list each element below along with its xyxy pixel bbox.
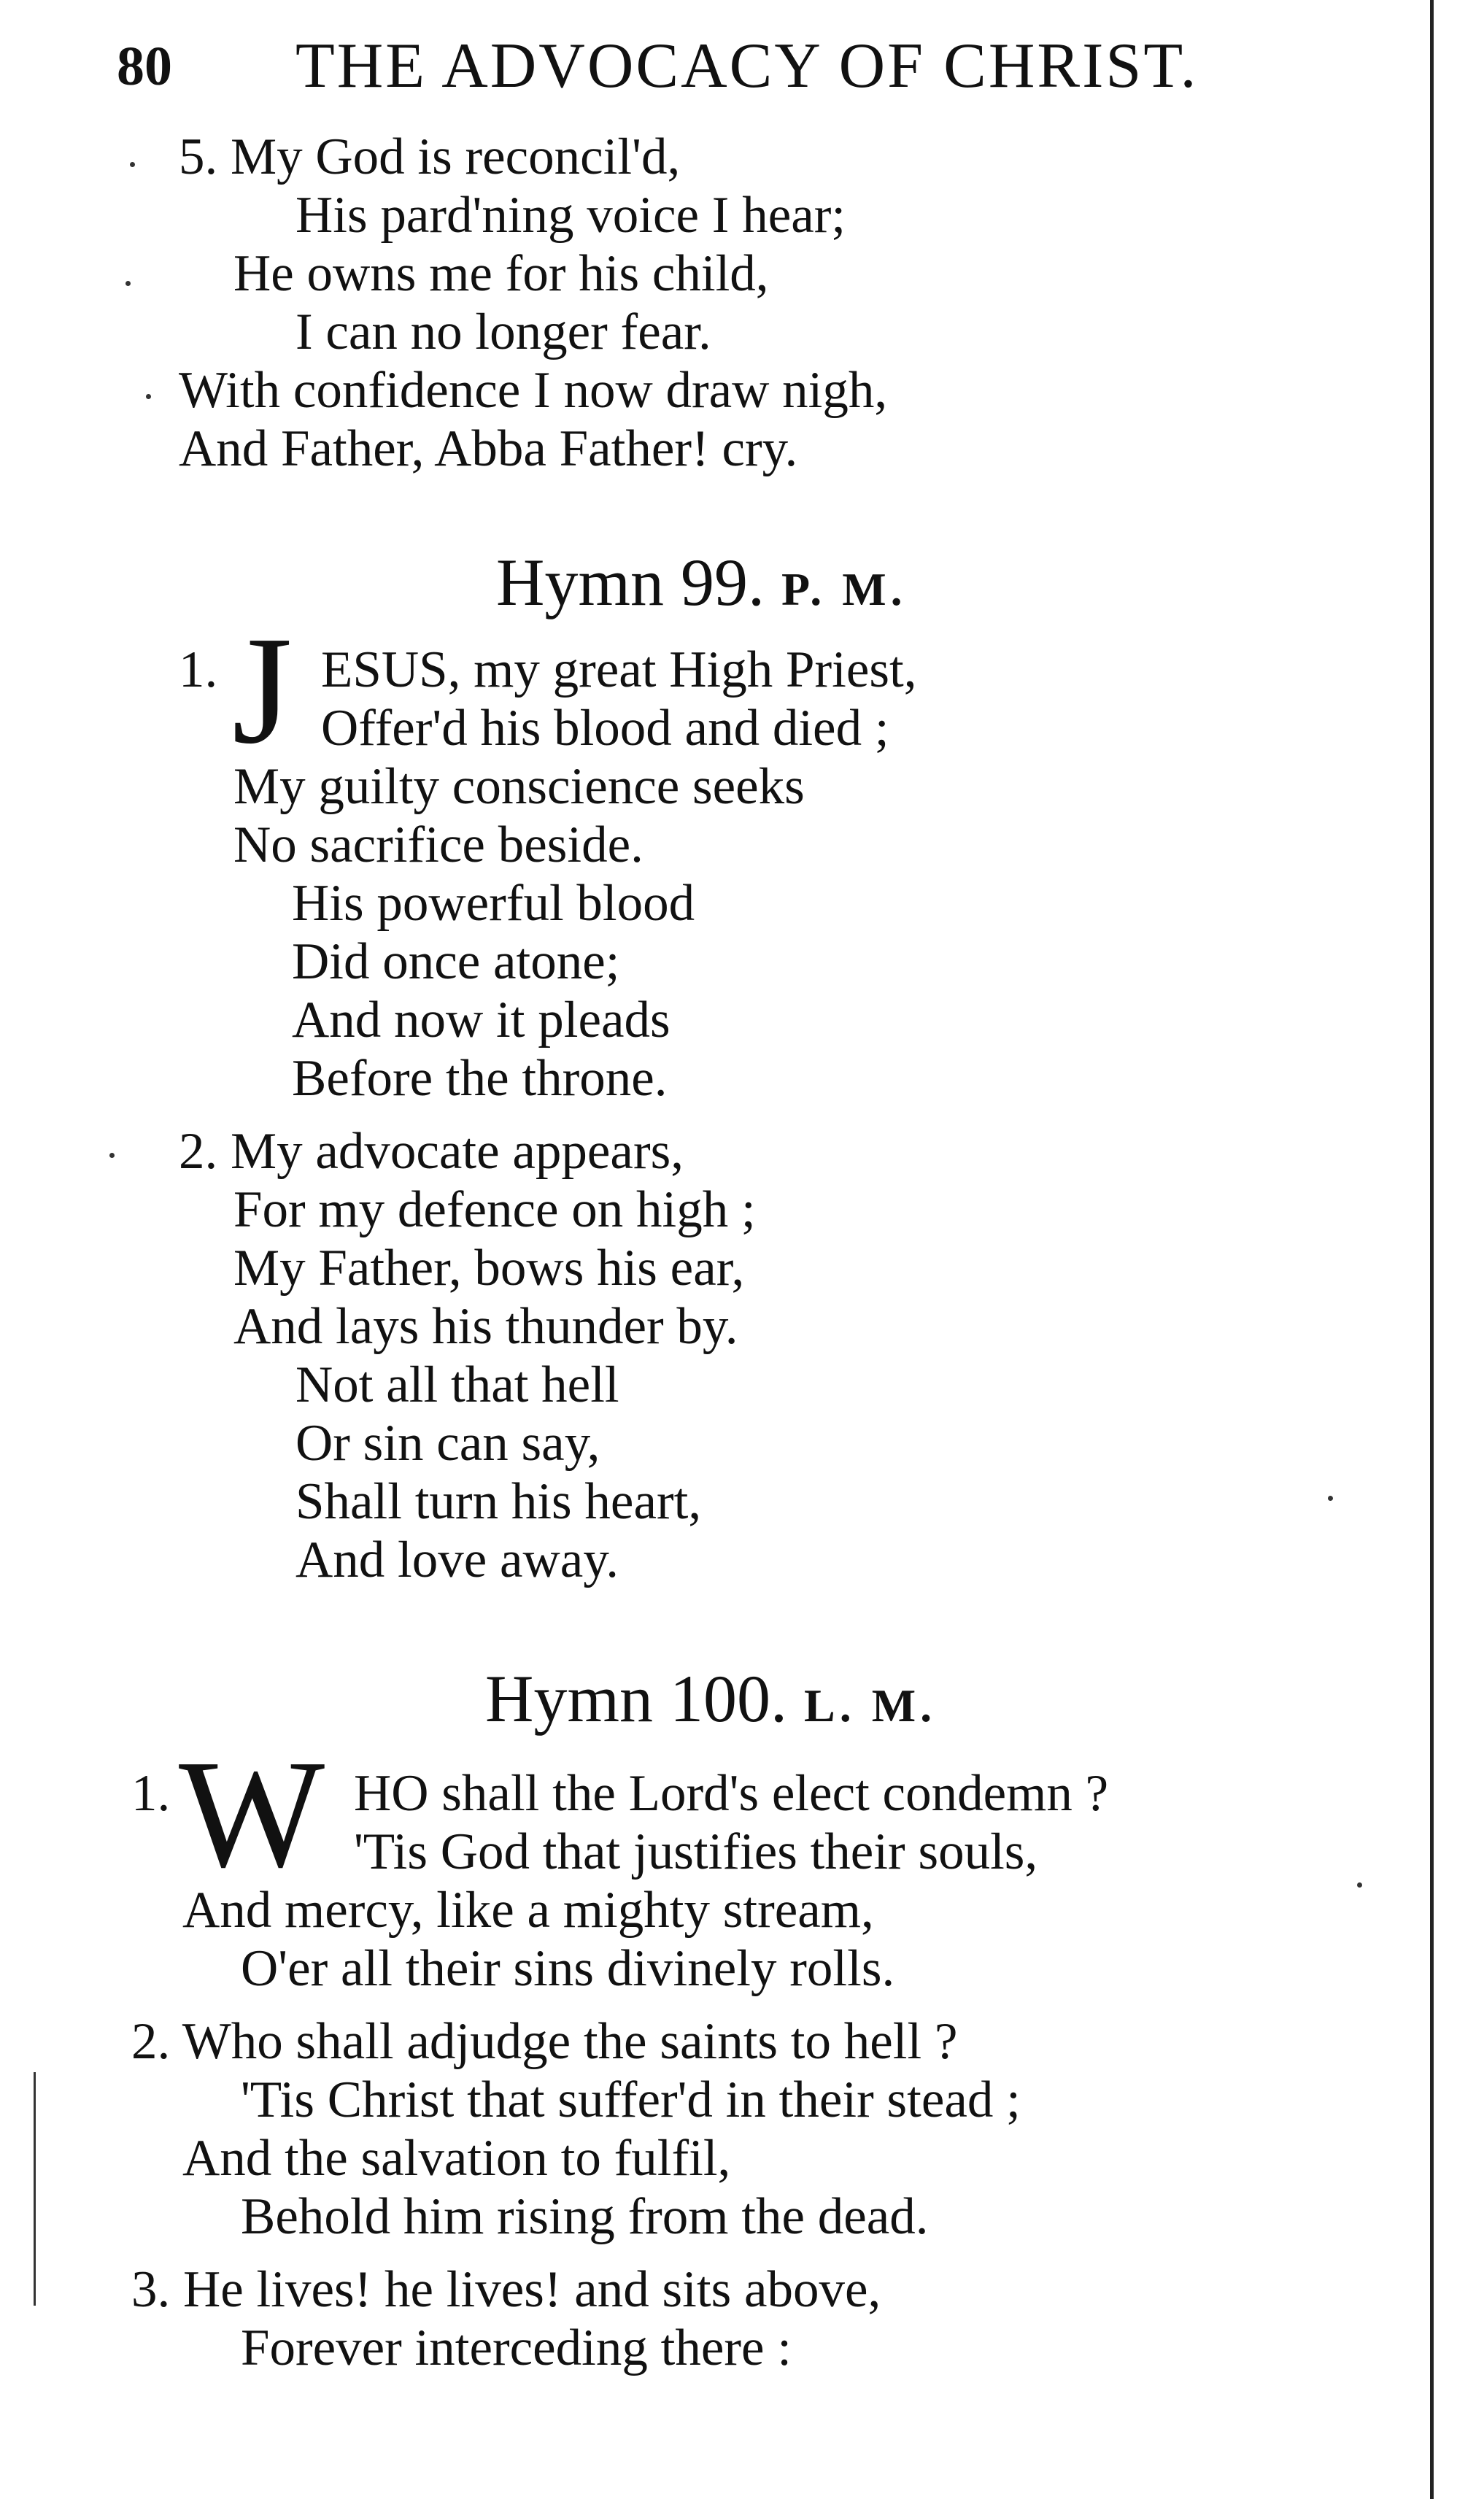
hymn-title-text: Hymn 100. [485,1661,787,1736]
verse-line: Not all that hell [295,1356,619,1413]
verse-line: My God is reconcil'd, [231,128,681,185]
verse-line: Did once atone; [292,933,620,990]
verse-line: And now it pleads [292,992,670,1048]
verse-line: Before the throne. [292,1050,668,1107]
verse-number: 3. [131,2261,171,2318]
verse-line: 'Tis God that justifies their souls, [354,1823,1038,1880]
verse-line: His powerful blood [292,875,695,932]
drop-cap: J [232,604,293,776]
verse-line: Behold him rising from the dead. [241,2188,929,2245]
verse-line: He lives! he lives! and sits above, [183,2261,881,2318]
verse-line: 'Tis Christ that suffer'd in their stead ; [241,2071,1021,2128]
verse-line: No sacrifice beside. [233,816,644,873]
running-head [117,29,1211,117]
drop-cap: W [179,1728,325,1899]
scan-speck [130,162,135,167]
scan-speck [125,281,131,286]
verse-line: And Father, Abba Father! cry. [179,420,798,477]
verse-line: I can no longer fear. [295,304,711,360]
verse-line: Shall turn his heart, [295,1473,702,1530]
verse-line: O'er all their sins divinely rolls. [241,1940,895,1997]
hymn-100-title [485,1660,936,1737]
page-number: 80 [117,36,172,97]
hymn-meter: L. M. [804,1680,937,1731]
verse-line: And mercy, like a mighty stream, [182,1882,874,1939]
verse-line: And the salvation to fulfil, [182,2130,731,2187]
verse-line: Forever interceding there : [241,2320,792,2376]
verse-line: My guilty conscience seeks [233,758,805,815]
verse-number: 5. [179,128,218,185]
hymn-title-text: Hymn 99. [496,545,765,619]
verse-line: His pard'ning voice I hear; [295,187,846,244]
scan-speck [109,1153,115,1158]
hymn-99-title [496,544,907,621]
verse-line: HO shall the Lord's elect condemn ? [354,1765,1109,1822]
verse-line: He owns me for his child, [233,245,769,302]
verse-line: For my defence on high ; [233,1181,756,1238]
hymn-meter: P. M. [781,563,907,615]
scan-speck [1357,1882,1362,1888]
verse-number: 2. [179,1123,218,1180]
verse-line: And lays his thunder by. [233,1298,738,1355]
verse-line: Or sin can say, [295,1415,600,1472]
margin-rule [34,2072,36,2306]
verse-line: Who shall adjudge the saints to hell ? [182,2013,958,2070]
verse-line: My Father, bows his ear, [233,1240,745,1297]
verse-number: 1. [131,1765,171,1822]
verse-number: 1. [179,641,218,698]
page-edge-rule [1430,0,1434,2499]
scan-speck [146,394,151,399]
scan-speck [1328,1496,1333,1501]
verse-line: With confidence I now draw nigh, [179,362,888,419]
verse-line: Offer'd his blood and died ; [321,700,889,757]
verse-line: My advocate appears, [231,1123,684,1180]
verse-number: 2. [131,2013,171,2070]
verse-line: And love away. [295,1532,619,1588]
verse-line: ESUS, my great High Priest, [321,641,917,698]
running-title: THE ADVOCACY OF CHRIST. [295,31,1199,101]
